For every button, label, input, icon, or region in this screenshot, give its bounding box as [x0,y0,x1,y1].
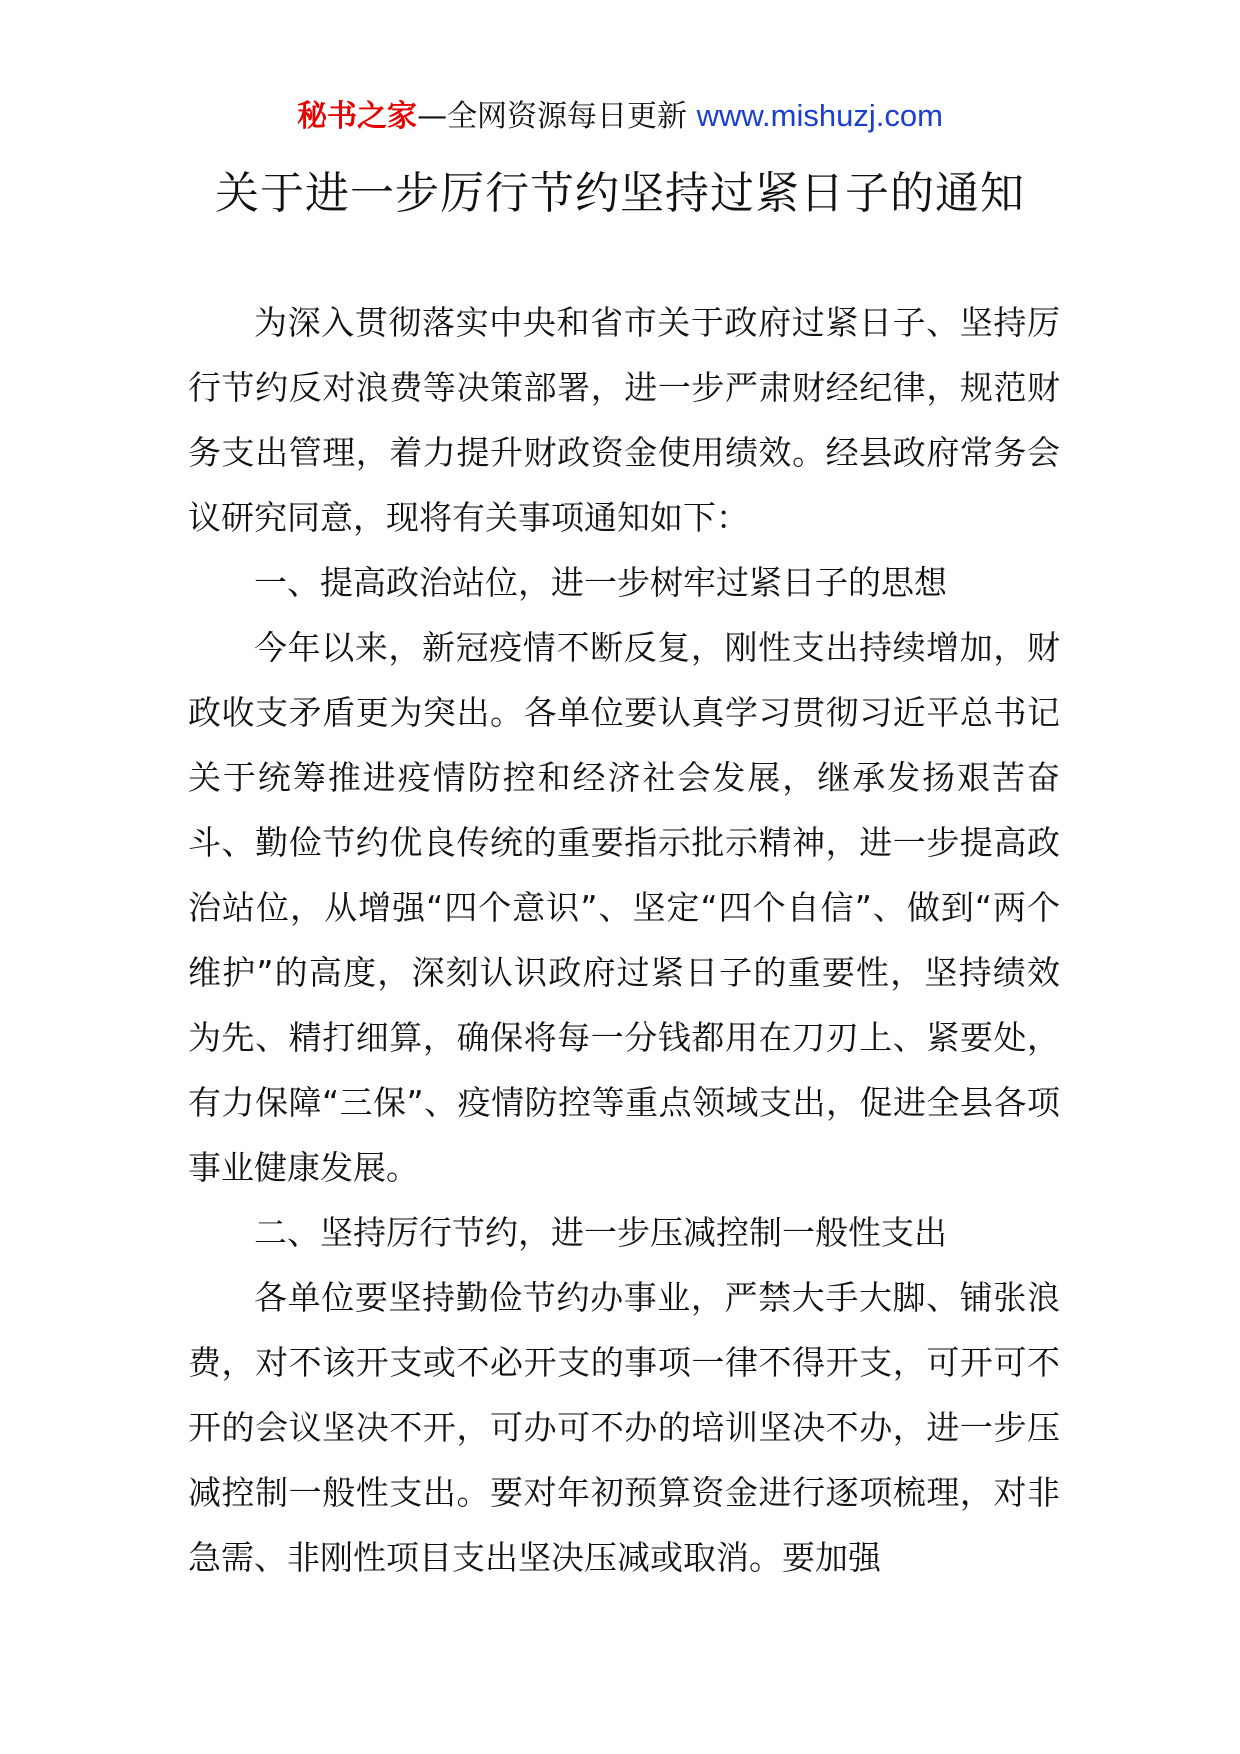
site-url-link[interactable]: www.mishuzj.com [696,98,943,133]
document-body [188,290,1060,1590]
intro-paragraph: 为深入贯彻落实中央和省市关于政府过紧日子、坚持厉行节约反对浪费等决策部署，进一步严肃财经纪律，规范财务支出管理，着力提升财政资金使用绩效。经县政府常务会议研究同意，现将有关事项通知如下： [188,303,1060,537]
brand-name: 秘书之家 [297,99,418,134]
banner-slogan: —全网资源每日更新 [417,99,697,134]
document-title: 关于进一步厉行节约坚持过紧日子的通知 [215,168,1025,219]
section-1-paragraph: 今年以来，新冠疫情不断反复，刚性支出持续增加，财政收支矛盾更为突出。各单位要认真学习贯彻习近平总书记关于统筹推进疫情防控和经济社会发展，继承发扬艰苦奋斗、勤俭节约优良传统的重要指示批示精神，进一步提高政治站位，从增强“四个意识”、坚定“四个自信”、做到“两个维护”的高度，深刻认识政府过紧日子的重要性，坚持绩效为先、精打细算，确保将每一分钱都用在刀刃上、紧要处，有力保障“三保”、疫情防控等重点领域支出，促进全县各项事业健康发展。 [188,628,1060,1187]
section-2-heading: 二、坚持厉行节约，进一步压减控制一般性支出 [254,1213,947,1252]
section-1-heading: 一、提高政治站位，进一步树牢过紧日子的思想 [254,563,947,602]
site-banner [0,96,1240,137]
section-2-paragraph: 各单位要坚持勤俭节约办事业，严禁大手大脚、铺张浪费，对不该开支或不必开支的事项一律不得开支，可开可不开的会议坚决不开，可办可不办的培训坚决不办，进一步压减控制一般性支出。要对年初预算资金进行逐项梳理，对非急需、非刚性项目支出坚决压减或取消。要加强 [188,1278,1060,1577]
